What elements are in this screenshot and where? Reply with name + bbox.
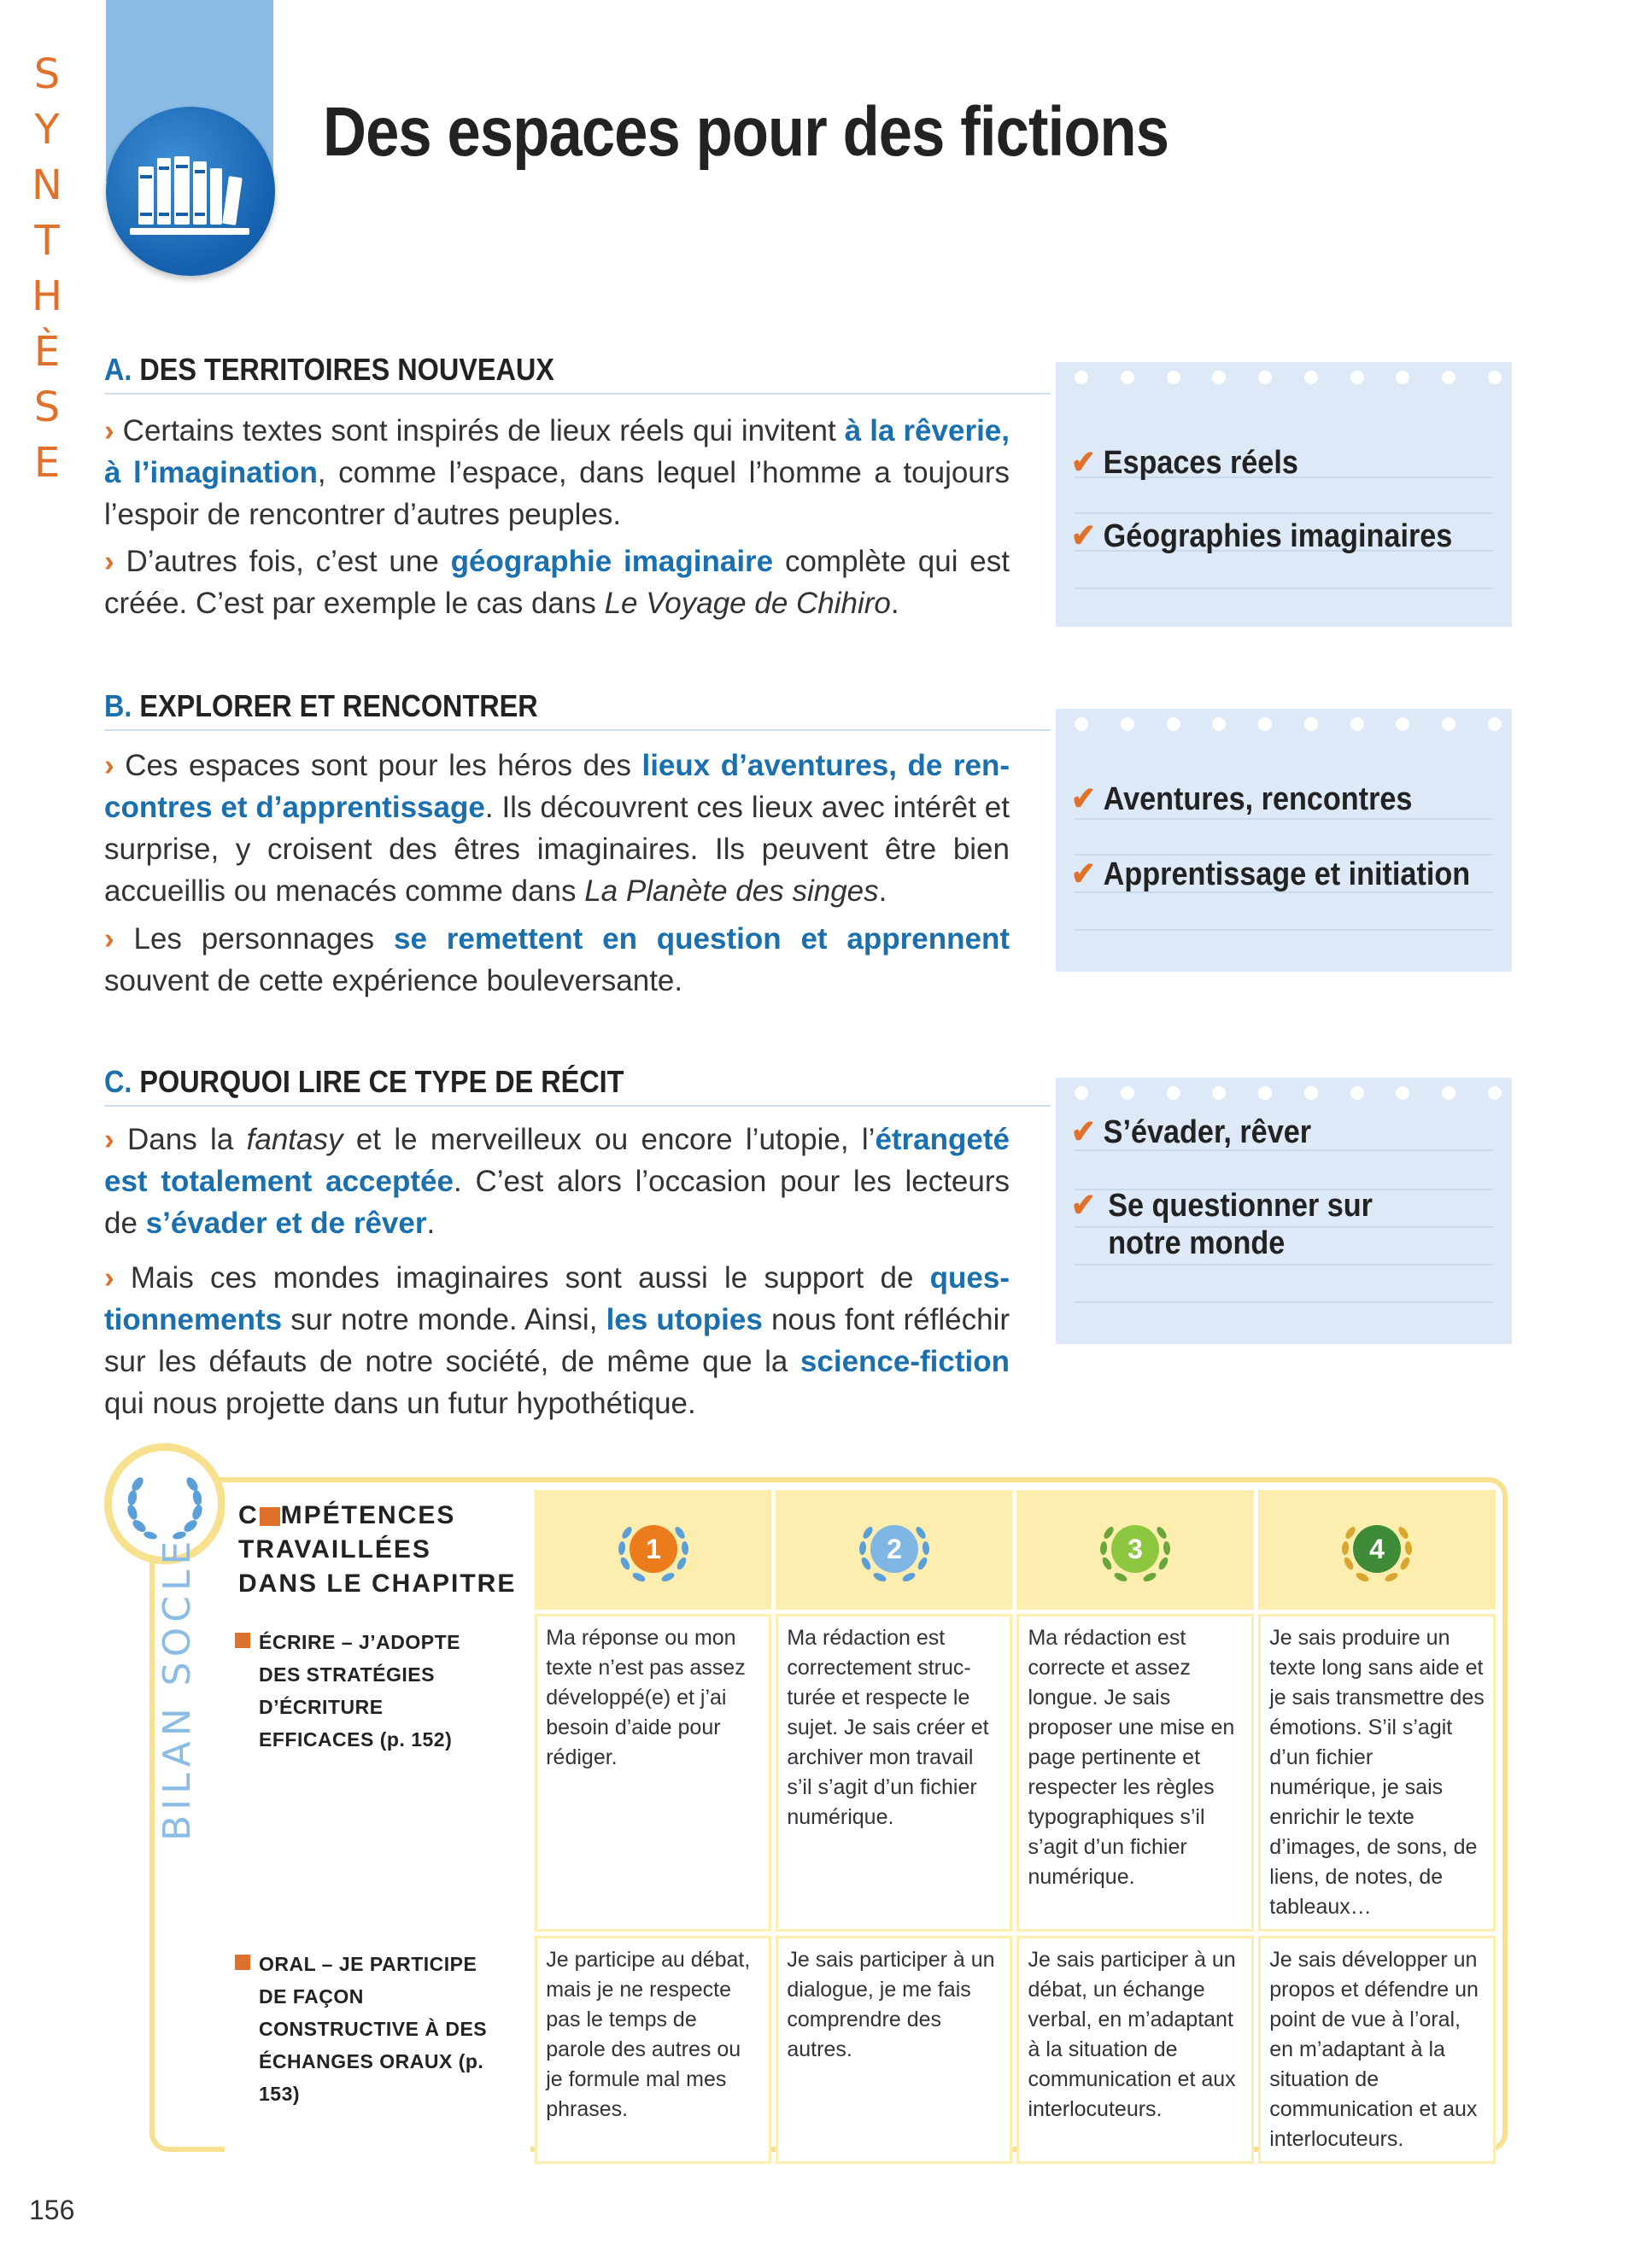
divider [104,1105,1051,1107]
paragraph: › D’autres fois, c’est une géographie imaginaire complète qui est créée. C’est par exemple le cas dans Le Voyage de Chihiro. [104,545,1010,620]
synthese-letter: N [32,161,62,209]
paragraph: › Ces espaces sont pour les héros des lieux d’aventures, de rencontres et d’apprentissage. Ils découvrent ces lieux avec intérêt et surprise, y croisent des êtres imaginaires. Ils peuvent être bien accueillis ou menacés comme dans La Planète des singes. [104,749,1010,908]
svg-text:4: 4 [1369,1534,1385,1564]
svg-text:2: 2 [887,1534,902,1564]
svg-text:1: 1 [645,1534,661,1564]
checkmark-icon: ✔ [1071,856,1096,892]
note-item: ✔ Aventures, rencontres [1071,781,1413,817]
level-3-laurel-icon [1088,1502,1182,1596]
note-item: ✔ Géographies imaginaires [1071,518,1453,554]
synthese-letter: È [33,328,61,376]
level-cell: Je sais participer à un dialogue, je me fais comprendre des autres. [776,1936,1012,2164]
checkmark-icon: ✔ [1071,518,1096,554]
page-number: 156 [29,2195,75,2225]
square-icon [235,1633,250,1648]
section-letter: C. [104,1064,132,1099]
level-header [776,1490,1012,1610]
divider [104,393,1051,395]
checkmark-icon: ✔ [1071,445,1096,481]
synthese-vertical-label [26,47,68,491]
section-title: DES TERRITOIRES NOUVEAUX [139,352,554,387]
synthese-letter: T [34,217,60,265]
note-item: ✔ Apprentissage et initiation [1071,856,1471,892]
section-letter: B. [104,688,132,723]
level-cell: Je sais développer un propos et défendre un point de vue à l’oral, en m’adaptant à la situation de communication et aux interlocuteurs. [1258,1936,1496,2164]
page-title: Des espaces pour des fictions [323,93,1169,171]
level-cell: Je participe au débat, mais je ne respecte pas le temps de parole des autres ou je formule mal mes phrases. [535,1936,771,2164]
paragraph: › Certains textes sont inspirés de lieux réels qui invitent à la rêverie, à l’imagination, comme l’espace, dans lequel l’homme a toujours l’espoir de rencontrer d’autres peuples. [104,414,1010,531]
keypoints-note [1056,709,1512,972]
section-a-heading [104,352,554,388]
level-cell: Ma rédaction est correctement structurée et respecte le sujet. Je sais créer et archiver mon travail s’il s’agit d’un fichier numérique. [776,1614,1012,1932]
level-header [1016,1490,1254,1610]
level-1-laurel-icon [606,1502,700,1596]
checkmark-icon: ✔ [1071,1188,1096,1224]
level-header [1258,1490,1496,1610]
bilan-socle-label: BILAN SOCLE [155,1535,199,1841]
synthese-letter: E [33,439,61,487]
level-cell: Je sais participer à un débat, un échange verbal, en m’adaptant à la situation de communication et aux interlocuteurs. [1016,1936,1254,2164]
level-4-laurel-icon [1330,1502,1424,1596]
section-c-heading [104,1064,624,1100]
section-title: POURQUOI LIRE CE TYPE DE RÉCIT [139,1064,624,1099]
note-item: ✔ S’évader, rêver [1071,1114,1312,1150]
section-title: EXPLORER ET RENCONTRER [139,688,538,723]
skill-label: ORAL – JE PARTICIPE DE FAÇON CONSTRUCTIVE À DES ÉCHANGES ORAUX (p. 153) [225,1936,530,2164]
section-b-heading [104,688,538,724]
synthese-letter: Y [34,106,60,154]
checkmark-icon: ✔ [1071,781,1096,817]
divider [104,729,1051,731]
svg-text:3: 3 [1128,1534,1144,1564]
synthese-letter: H [31,272,63,320]
skill-label: ÉCRIRE – J’ADOPTE DES STRATÉGIES D’ÉCRITURE EFFICACES (p. 152) [225,1614,530,1932]
square-icon [235,1955,250,1970]
competences-header: C MPÉTENCES TRAVAILLÉES DANS LE CHAPITRE [225,1490,530,1610]
level-header [535,1490,771,1610]
level-cell: Ma rédaction est correcte et assez longue. Je sais proposer une mise en page pertinente et respecter les règles typographiques s’il s’agit d’un fichier numérique. [1016,1614,1254,1932]
competences-table [220,1486,1500,2168]
books-icon [106,107,275,276]
checkmark-icon: ✔ [1071,1114,1096,1150]
paragraph: › Mais ces mondes imaginaires sont aussi le support de questionnements sur notre monde. Ainsi, les utopies nous font réfléchir sur les défauts de notre société, de même que la science-fiction qui nous projette dans un futur hypothétique. [104,1261,1010,1420]
synthese-letter: S [33,50,61,98]
keypoints-note [1056,362,1512,627]
paragraph: › Les personnages se remettent en question et apprennent souvent de cette expérience bouleversante. [104,922,1010,997]
level-2-laurel-icon [847,1502,941,1596]
note-item: ✔ Espaces réels [1071,445,1298,481]
level-cell: Ma réponse ou mon texte n’est pas assez développé(e) et j’ai besoin d’aide pour rédiger. [535,1614,771,1932]
synthese-letter: S [33,383,61,431]
keypoints-note [1056,1078,1512,1344]
level-cell: Je sais produire un texte long sans aide et je sais transmettre des émotions. S’il s’agit d’un fichier numérique, je sais enrichir le texte d’images, de sons, de liens, de notes, de tableaux… [1258,1614,1496,1932]
section-letter: A. [104,352,132,387]
note-item: ✔ Se questionner sur notre monde [1071,1188,1373,1261]
square-icon [260,1507,280,1526]
paragraph: › Dans la fantasy et le merveilleux ou encore l’utopie, l’étrangeté est totalement acceptée. C’est alors l’occasion pour les lecteurs de s’évader et de rêver. [104,1123,1010,1240]
